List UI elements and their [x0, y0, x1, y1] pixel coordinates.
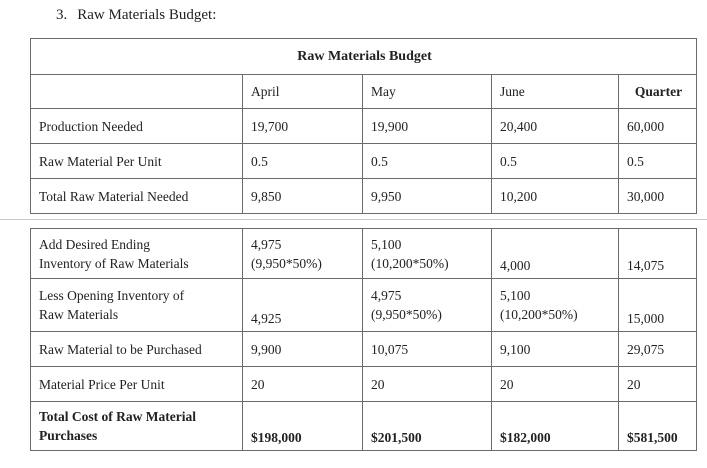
- row-label: Total Raw Material Needed: [31, 179, 243, 214]
- cell-may: 5,100 (10,200*50%): [363, 229, 492, 279]
- cell-june: 4,000: [492, 229, 619, 279]
- cell-quarter: 30,000: [619, 179, 697, 214]
- table-row: [31, 144, 697, 179]
- cell-may: 10,075: [363, 332, 492, 367]
- budget-table-bottom: [30, 228, 697, 451]
- cell-quarter: $581,500: [619, 402, 697, 451]
- row-label: Material Price Per Unit: [31, 367, 243, 402]
- cell-april: 9,850: [243, 179, 363, 214]
- section-heading: [56, 7, 216, 24]
- cell-quarter: 20: [619, 367, 697, 402]
- cell-april: 20: [243, 367, 363, 402]
- column-header-june: June: [492, 75, 619, 109]
- row-label: Add Desired Ending Inventory of Raw Materials: [31, 229, 243, 279]
- table-row: [31, 109, 697, 144]
- cell-april: 9,900: [243, 332, 363, 367]
- section-title: Raw Materials Budget:: [77, 7, 217, 23]
- cell-quarter: 14,075: [619, 229, 697, 279]
- table-row-total: [31, 402, 697, 451]
- cell-may: 9,950: [363, 179, 492, 214]
- table-row: [31, 179, 697, 214]
- cell-quarter: 60,000: [619, 109, 697, 144]
- table-row: [31, 332, 697, 367]
- cell-may: 0.5: [363, 144, 492, 179]
- cell-june: 20,400: [492, 109, 619, 144]
- cell-quarter: 29,075: [619, 332, 697, 367]
- cell-may: $201,500: [363, 402, 492, 451]
- cell-june: $182,000: [492, 402, 619, 451]
- budget-table-top: [30, 38, 697, 214]
- cell-june: 5,100 (10,200*50%): [492, 279, 619, 332]
- cell-june: 0.5: [492, 144, 619, 179]
- table-row: [31, 367, 697, 402]
- cell-june: 9,100: [492, 332, 619, 367]
- cell-april: 19,700: [243, 109, 363, 144]
- title-row: [31, 39, 697, 75]
- row-label: Raw Material to be Purchased: [31, 332, 243, 367]
- section-number: 3.: [56, 7, 68, 23]
- column-header-quarter: Quarter: [619, 75, 697, 109]
- cell-june: 10,200: [492, 179, 619, 214]
- cell-may: 20: [363, 367, 492, 402]
- cell-may: 19,900: [363, 109, 492, 144]
- header-empty-cell: [31, 75, 243, 109]
- row-label: Raw Material Per Unit: [31, 144, 243, 179]
- cell-april: $198,000: [243, 402, 363, 451]
- cell-april: 0.5: [243, 144, 363, 179]
- row-label: Less Opening Inventory of Raw Materials: [31, 279, 243, 332]
- header-row: [31, 75, 697, 109]
- table-title: Raw Materials Budget: [31, 39, 697, 75]
- column-header-may: May: [363, 75, 492, 109]
- cell-may: 4,975 (9,950*50%): [363, 279, 492, 332]
- table-row: [31, 229, 697, 279]
- row-label: Production Needed: [31, 109, 243, 144]
- cell-april: 4,975 (9,950*50%): [243, 229, 363, 279]
- table-row: [31, 279, 697, 332]
- cell-quarter: 0.5: [619, 144, 697, 179]
- cell-april: 4,925: [243, 279, 363, 332]
- cell-quarter: 15,000: [619, 279, 697, 332]
- page-break-divider: [0, 219, 707, 220]
- column-header-april: April: [243, 75, 363, 109]
- row-label: Total Cost of Raw Material Purchases: [31, 402, 243, 451]
- cell-june: 20: [492, 367, 619, 402]
